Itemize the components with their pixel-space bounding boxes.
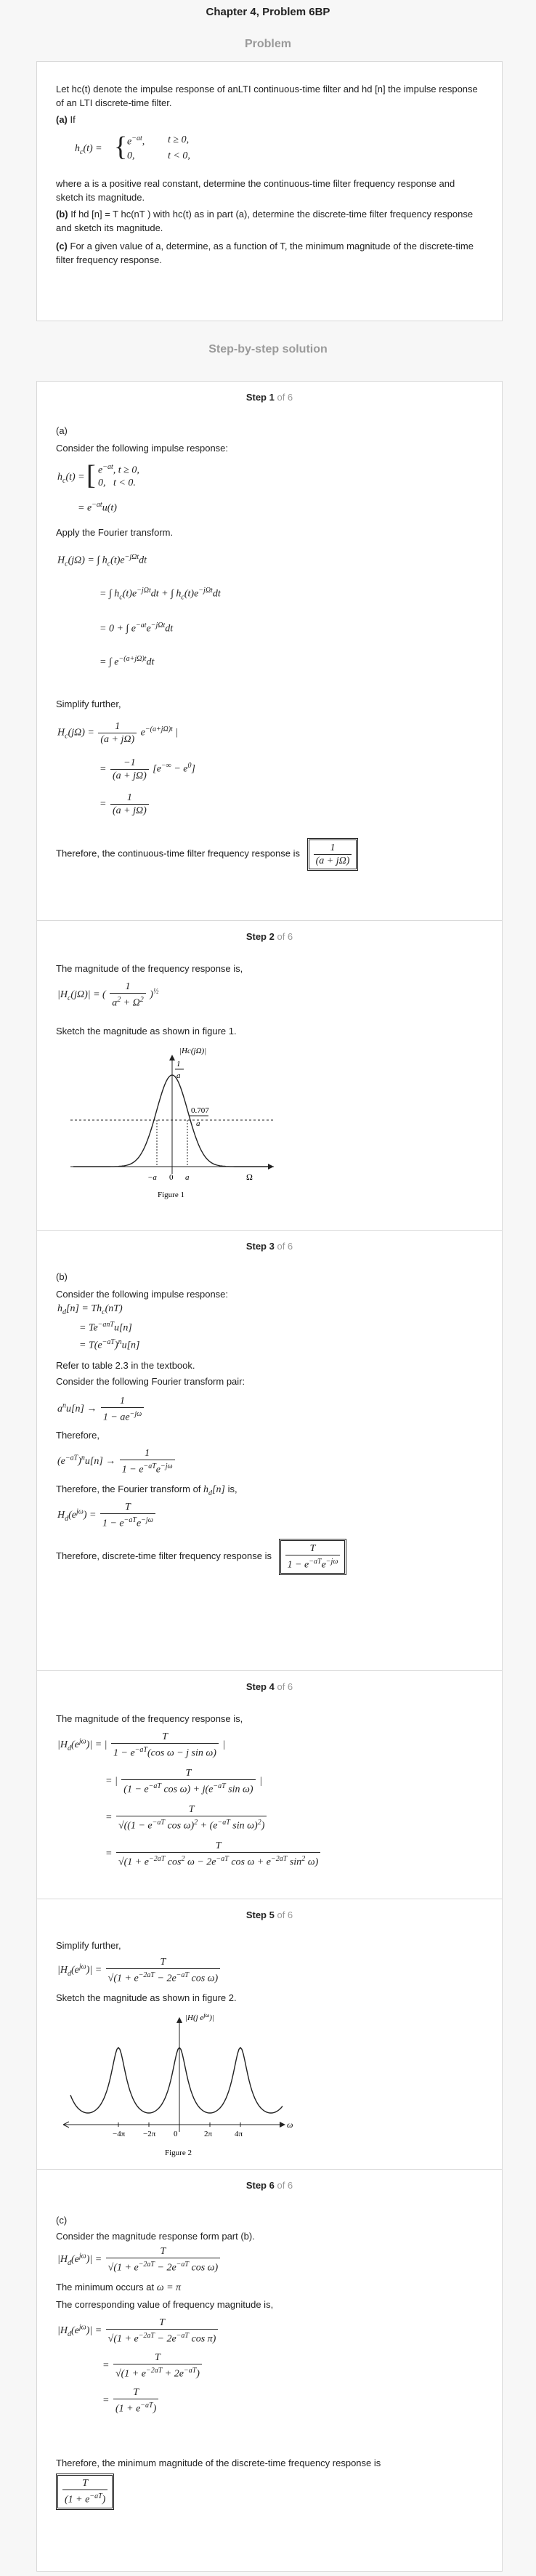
step-1-eq-simplify: $H_c(j\Omega)$ = $\frac{1}{(a + j\Omega)}$ $e^{-(a+j\Omega)t}$ | = $\frac{-1}{(a + j\Omega)}$ $[e^{-\infty} - e^0]$ = $\frac{1}{(a + j\Omega)}$	[57, 721, 195, 816]
problem-card: Let hc(t) denote the impulse response of anLTI continuous-time filter and hd [n] the impulse response of an LTI discrete-time filter. (a) If $h_c(t)$ = { $e^{-at}$, t ≥ 0, 0, t < 0, where a is a positive real constant, determine the continuous-time filter frequency response and sketch its magnitude. (b) If hd [n] = T hc(nT ) with hc(t) as in part (a), determine the discrete-time filter frequency response and sketch its magnitude. (c) For a given value of a, determine, as a function of T, the minimum magnitude of the discrete-time filter frequency response.	[36, 61, 503, 321]
step-4-eq-magnitude: $|H_d(e^{j\omega})|$ = | $\frac{T}{1 - e^{-aT}(\cos \omega - j \sin \omega)}$ | = | $\frac{T}{(1 - e^{-aT} \cos \omega) + j(e^{-aT} \sin \omega)}$ | = $\frac{T}{√((1 - e^{-aT} \cos \omega)^2 + (e^{-aT} \sin \omega)^2)}$ = $\frac{T}{√(1 + e^{-2aT} \cos^2 \omega - 2e^{-aT} \cos \omega + e^{-2aT} \sin^2 \omega)}$	[57, 1729, 479, 1896]
fig1-tick-0: 0	[169, 1173, 174, 1182]
fig1-y-arrow	[169, 1055, 175, 1060]
step-4-text-1: The magnitude of the frequency response is,	[56, 1713, 243, 1724]
step-5-card	[36, 1899, 503, 2170]
fig2-y-label: |H(j $e^{j\omega})|$	[185, 2012, 214, 2022]
step-1-result: Therefore, the continuous-time filter frequency response is $\frac{1}{(a + j\Omega)}$	[56, 838, 483, 871]
step-1-card: Step 1 of 6 (a) Consider the following impulse response: $h_c(t)$ = [ $e^{-at}$, t ≥ 0, 0, t < 0. = $e^{-at}u(t)$ Apply the Fourier transform. $H_c(j\Omega)$ = ∫ $h_c(t)e^{-j\Omega t}dt$ = ∫ $h_c(t)e^{-j\Omega t}dt$ + ∫ $h_c(t)e^{-j\Omega t}dt$ = 0 + ∫ $e^{-at}e^{-j\Omega t}dt$ = ∫ $e^{-(a+j\Omega)t}dt$ Simplify further, $H_c(j\Omega)$ = $\frac{1}{(a + j\Omega)}$ $e^{-(a+j\Omega)t}$ | = $\frac{-1}{(a + j\Omega)}$ $[e^{-\infty} - e^0]$ = $\frac{1}{(a + j\Omega)}$ Therefore, the continuous-time filter frequency response is $\frac{1}{(a + j\Omega)}$	[36, 381, 503, 922]
fig2-x-arrow	[280, 2122, 285, 2128]
step-2-heading: Step 2 of 6	[245, 931, 293, 942]
figure-2	[56, 2004, 303, 2164]
problem-intro: Let hc(t) denote the impulse response of anLTI continuous-time filter and hd [n] the impulse response of an LTI discrete-time filter.	[56, 84, 478, 108]
step-2-card	[36, 920, 503, 1231]
step-1-part: (a)	[56, 425, 68, 436]
fig2-caption: Figure 2	[165, 2149, 192, 2157]
figure-1	[56, 1039, 303, 1213]
step-1-eq-fourier: $H_c(j\Omega)$ = ∫ $h_c(t)e^{-j\Omega t}dt$ = ∫ $h_c(t)e^{-j\Omega t}dt$ + ∫ $h_c(t)e^{-j\Omega t}dt$ = 0 + ∫ $e^{-at}e^{-j\Omega t}dt$ = ∫ $e^{-(a+j\Omega)t}dt$	[57, 553, 221, 668]
part-b: (b) If hd [n] = T hc(nT ) with hc(t) as in part (a), determine the discrete-time filter frequency response and sketch its magnitude.	[56, 209, 474, 233]
step-6-result: $\frac{T}{(1 + e^{-aT})}$	[56, 2474, 114, 2510]
problem-heading: Problem	[244, 38, 291, 50]
step-3-text-4: Therefore,	[56, 1430, 100, 1441]
fig2-x-arrow-left-a	[63, 2122, 69, 2125]
step-3-eq-transform: $(e^{-aT})^nu[n]$ → $\frac{1}{1 - e^{-aT}e^{-j\omega}}$	[57, 1447, 176, 1476]
page-title: Chapter 4, Problem 6BP	[206, 6, 330, 18]
fig1-y-label: |Hс(jΩ)|	[179, 1047, 207, 1055]
step-6-text-1: Consider the magnitude response form part (b).	[56, 2231, 255, 2242]
step-6-text-3: The corresponding value of frequency magnitude is,	[56, 2299, 274, 2310]
step-3-text-2: Refer to table 2.3 in the textbook.	[56, 1360, 195, 1371]
step-1-text-3: Simplify further,	[56, 699, 121, 709]
step-1-text-2: Apply the Fourier transform.	[56, 527, 174, 538]
fig1-peak-den: a	[176, 1071, 181, 1080]
step-6-text-2: The minimum occurs at ω = π	[56, 2282, 182, 2293]
step-3-eq-hd: $H_d(e^{j\omega})$ = $\frac{T}{1 - e^{-aT}e^{-j\omega}}$	[57, 1501, 157, 1530]
step-3-heading: Step 3 of 6	[245, 1241, 293, 1252]
fig1-caption: Figure 1	[158, 1191, 184, 1199]
step-5-text-2: Sketch the magnitude as shown in figure 2.	[56, 1992, 237, 2003]
fig2-tick-label: −4π	[113, 2130, 126, 2138]
step-6-text-4: Therefore, the minimum magnitude of the discrete-time frequency response is	[56, 2458, 381, 2468]
fig2-tick-label: 4π	[235, 2130, 243, 2138]
step-3-text-3: Consider the following Fourier transform pair:	[56, 1376, 245, 1387]
step-4-card	[36, 1670, 503, 1900]
fig2-tick-label: −2π	[143, 2130, 156, 2138]
fig2-x-arrow-left-b	[63, 2125, 69, 2128]
step-3-text-1: Consider the following impulse response:	[56, 1289, 229, 1300]
solution-title: Step-by-step solution	[208, 343, 328, 355]
step-2-text-1: The magnitude of the frequency response is,	[56, 963, 243, 974]
fig2-magnitude-curve	[70, 2048, 283, 2113]
step-2-eq-magnitude: $|H_c(j\Omega)|$ = ( $\frac{1}{a^2 + \Omega^2}$ )$^{\frac{1}{2}}$	[57, 981, 159, 1009]
step-3-result: Therefore, discrete-time filter frequency response is $\frac{T}{1 - e^{-aT}e^{-j\omega}}$	[56, 1539, 483, 1575]
fig2-y-arrow	[176, 2017, 182, 2023]
problem-after-eq: where a is a positive real constant, determine the continuous-time filter frequency response and sketch its magnitude.	[56, 178, 455, 203]
fig1-half-num: 0.707	[191, 1106, 209, 1115]
step-6-card	[36, 2169, 503, 2572]
step-1-heading: Step 1 of 6	[245, 392, 293, 403]
fig1-x-label: Ω	[246, 1172, 253, 1182]
fig1-half-den: a	[196, 1119, 200, 1128]
step-5-text-1: Simplify further,	[56, 1940, 121, 1951]
part-a: (a) If	[56, 114, 76, 125]
step-3-text-5: Therefore, the Fourier transform of $h_d[n]$ is,	[56, 1484, 237, 1497]
fig1-tick-neg-a: −a	[147, 1173, 157, 1182]
step-5-eq-magnitude: $|H_d(e^{j\omega})|$ = $\frac{T}{√(1 + e^{-2aT} - 2e^{-aT} \cos \omega)}$	[57, 1956, 222, 1985]
step-4-heading: Step 4 of 6	[245, 1681, 293, 1692]
step-3-eq-pair: $a^nu[n]$ → $\frac{1}{1 - ae^{-j\omega}}$	[57, 1395, 145, 1424]
part-c: (c) For a given value of a, determine, as a function of T, the minimum magnitude of the discrete-time filter frequency response.	[56, 241, 474, 265]
fig2-tick-label: 2π	[204, 2130, 213, 2138]
fig1-tick-pos-a: a	[185, 1173, 190, 1182]
fig2-x-label: ω	[287, 2120, 293, 2130]
step-6-eq-magnitude: $|H_d(e^{j\omega})|$ = $\frac{T}{√(1 + e^{-2aT} - 2e^{-aT} \cos \omega)}$	[57, 2245, 222, 2274]
step-3-part: (b)	[56, 1271, 68, 1282]
fig1-peak-num: 1	[176, 1060, 181, 1068]
step-6-part: (c)	[56, 2215, 68, 2226]
fig2-tick-label: 0	[174, 2130, 178, 2138]
step-5-heading: Step 5 of 6	[245, 1909, 293, 1920]
step-3-card: Step 3 of 6 (b) Consider the following impulse response: $h_d[n] = Th_c(nT)$ = $Te^{-anT}u[n]$ = $T(e^{-aT})^nu[n]$ Refer to table 2.3 in the textbook. Consider the following Fourier transform pair: $a^nu[n]$ → $\frac{1}{1 - ae^{-j\omega}}$ Therefore, $(e^{-aT})^nu[n]$ → $\frac{1}{1 - e^{-aT}e^{-j\omega}}$ Therefore, the Fourier transform of $h_d[n]$ is, $H_d(e^{j\omega})$ = $\frac{T}{1 - e^{-aT}e^{-j\omega}}$ Therefore, discrete-time filter frequency response is $\frac{T}{1 - e^{-aT}e^{-j\omega}}$	[36, 1230, 503, 1672]
step-6-eq-min: $|H_d(e^{j\omega})|$ = $\frac{T}{√(1 + e^{-2aT} - 2e^{-aT} \cos \pi)}$ = $\frac{T}{√(1 + e^{-2aT} + 2e^{-aT})}$ = $\frac{T}{(1 + e^{-aT})}$	[57, 2315, 464, 2439]
step-2-text-2: Sketch the magnitude as shown in figure 1.	[56, 1026, 237, 1037]
step-1-text-1: Consider the following impulse response:	[56, 443, 229, 454]
step-6-heading: Step 6 of 6	[245, 2180, 293, 2191]
